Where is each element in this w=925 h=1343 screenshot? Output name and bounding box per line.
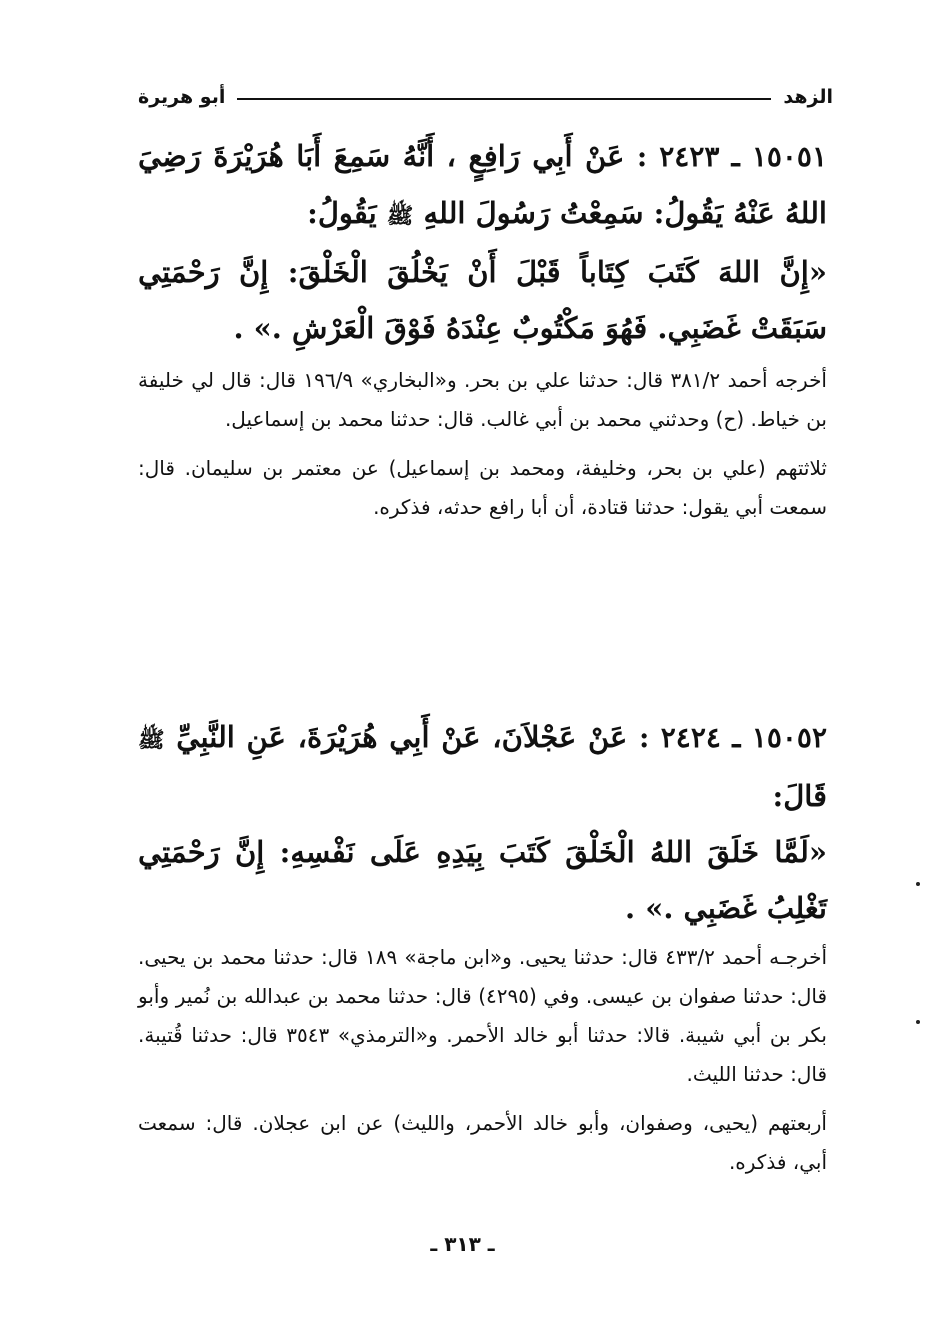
hadith-15051-number: ١٥٠٥١ ـ ٢٤٢٣ : [636, 140, 828, 173]
hadith-15051-matn: «إِنَّ اللهَ كَتَبَ كِتَاباً قَبْلَ أَنْ يَخْلُقَ الْخَلْقَ: إِنَّ رَحْمَتِي سَبَقَتْ غَضَبِي. فَهُوَ مَكْتُوبٌ عِنْدَهُ فَوْقَ الْعَرْشِ .» . [138, 255, 827, 345]
hadith-15052-text: عَنْ عَجْلاَنَ، عَنْ أَبِي هُرَيْرَةَ، عَنِ النَّبِيِّ [176, 720, 628, 754]
hadith-15051-isnad [138, 128, 827, 244]
hadith-15052-matn: «لَمَّا خَلَقَ اللهُ الْخَلْقَ كَتَبَ بِيَدِهِ عَلَى نَفْسِهِ: إِنَّ رَحْمَتِي تَغْلِبُ غَضَبِي .» . [138, 835, 827, 925]
scan-speck [916, 1020, 920, 1024]
hadith-15052-isnad [138, 709, 827, 824]
takhrij-15052-chain: أربعتهم (يحيى، وصفوان، وأبو خالد الأحمر، والليث) عن ابن عجلان. قال: سمعت أبي، فذكره. [138, 1111, 827, 1174]
header-rule [237, 98, 771, 100]
hadith-15052-text-after: قَالَ: [772, 779, 827, 813]
header-section-title: أبو هريرة [138, 86, 226, 108]
pbuh-glyph: ﷺ [386, 203, 414, 229]
takhrij-15052 [138, 938, 827, 1182]
takhrij-15051 [138, 361, 827, 527]
hadith-15051-text-after: يَقُولُ: [307, 196, 377, 230]
running-header [138, 80, 833, 114]
pbuh-glyph: ﷺ [138, 727, 165, 753]
takhrij-15051-chain: ثلاثتهم (علي بن بحر، وخليفة، ومحمد بن إسماعيل) عن معتمر بن سليمان. قال: سمعت أبي يقول: حدثنا قتادة، أن أبا رافع حدثه، فذكره. [138, 456, 827, 519]
hadith-15052-number: ١٥٠٥٢ ـ ٢٤٢٤ : [639, 721, 827, 754]
hadith-15051 [138, 128, 827, 356]
takhrij-15051-sources: أخرجه أحمد ٣٨١/٢ قال: حدثنا علي بن بحر. و«البخاري» ١٩٦/٩ قال: قال لي خليفة بن خياط. (ح) وحدثني محمد بن أبي غالب. قال: حدثنا محمد بن إسماعيل. [138, 368, 827, 431]
header-chapter-title: الزهد [783, 86, 833, 108]
hadith-15051-text: عَنْ أَبِي رَافِعٍ ، أَنَّهُ سَمِعَ أَبَا هُرَيْرَةَ رَضِيَ اللهُ عَنْهُ يَقُولُ: سَمِعْتُ رَسُولَ اللهِ [138, 139, 827, 230]
hadith-15052 [138, 709, 827, 936]
page-number: ـ ٣١٣ ـ [430, 1232, 495, 1256]
scan-speck [916, 882, 920, 886]
takhrij-15052-sources: أخرجـه أحمد ٤٣٣/٢ قال: حدثنا يحيى. و«ابن ماجة» ١٨٩ قال: حدثنا محمد بن يحيى. قال: حدثنا صفوان بن عيسى. وفي (٤٢٩٥) قال: حدثنا محمد بن عبدالله بن نُمير وأبو بكر بن أبي شيبة. قالا: حدثنا أبو خالد الأحمر. و«الترمذي» ٣٥٤٣ قال: حدثنا قُتيبة. قال: حدثنا الليث. [138, 945, 828, 1086]
